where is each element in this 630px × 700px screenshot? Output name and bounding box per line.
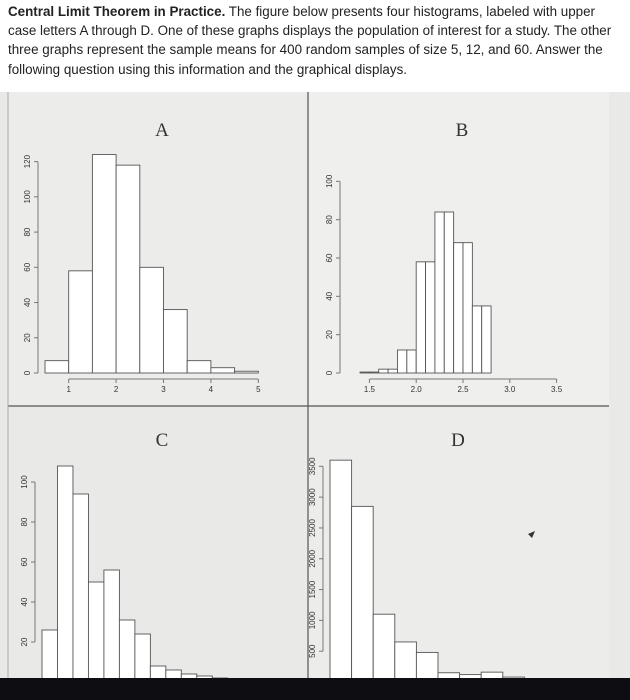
panel-d-y-tick-label: 2500: [308, 519, 317, 537]
histogram-a-bar: [211, 368, 235, 373]
question-body: The figure below presents four histograms, labeled with upper case letters A through D. One of these graphs displays the population of interest for a study. The other three graphs represent the sample means for 400 random samples of size 5, 12, and 60. Answer the following question using this information and the graphical displays.: [8, 4, 612, 77]
panel-b-y-tick-label: 0: [325, 370, 334, 376]
panel-c-y-tick-label: 40: [20, 597, 29, 607]
panel-a-title: A: [155, 120, 169, 141]
histogram-b-bar: [482, 306, 491, 373]
histogram-c-bar: [104, 570, 119, 682]
histogram-b-bar: [444, 212, 453, 373]
panel-b-x-tick-label: 3.5: [551, 385, 563, 394]
panel-a-y-tick-label: 80: [23, 227, 32, 237]
histogram-a-bar: [45, 361, 69, 373]
panel-b-y-tick-label: 100: [325, 174, 334, 189]
histogram-c-bar: [119, 620, 134, 682]
histogram-b-bar: [379, 369, 388, 373]
histogram-c-bar: [73, 494, 88, 682]
panel-d-y-tick-label: 3500: [308, 457, 317, 476]
panel-b-x-tick-label: 3.0: [504, 385, 516, 394]
panel-a-y-tick-label: 100: [23, 190, 32, 204]
panel-c-y-tick-label: 100: [20, 475, 29, 489]
histogram-b-bar: [360, 372, 369, 373]
histogram-c-bar: [42, 630, 57, 682]
panel-c-y-tick-label: 80: [20, 517, 29, 527]
histogram-b-bar: [472, 306, 481, 373]
panel-b-x-tick-label: 1.5: [363, 385, 375, 394]
histogram-a-bar: [116, 165, 140, 373]
panel-b-y-tick-label: 20: [325, 330, 334, 340]
panel-d-y-tick-label: 2000: [308, 549, 317, 568]
histogram-b-bar: [454, 243, 463, 373]
histogram-figure: [0, 92, 630, 700]
panel-a-x-tick-label: 1: [66, 385, 71, 394]
panel-c-y-tick-label: 60: [20, 557, 29, 567]
panel-a-x-tick-label: 4: [208, 385, 214, 394]
panel-a-y-tick-label: 120: [23, 154, 32, 169]
bottom-bar: [0, 678, 630, 700]
panel-b-x-tick-label: 2.0: [410, 385, 422, 394]
panel-a-y-tick-label: 20: [23, 333, 32, 343]
histogram-b-bar: [369, 372, 378, 373]
histogram-c-bar: [135, 634, 150, 682]
histogram-a-bar: [235, 371, 259, 373]
histogram-b-bar: [388, 369, 397, 373]
histogram-b-bar: [426, 262, 435, 373]
panel-b-title: B: [455, 120, 469, 141]
panel-b-y-tick-label: 60: [325, 253, 334, 263]
histogram-d-bar: [395, 642, 417, 682]
panel-a-y-tick-label: 40: [23, 298, 32, 307]
panel-a-x-tick-label: 3: [161, 385, 166, 394]
histogram-a-bar: [140, 267, 164, 373]
panel-a-y-tick-label: 0: [23, 370, 32, 376]
panel-c-y-tick-label: 20: [20, 637, 29, 647]
question-text: [8, 2, 620, 79]
panel-a-x-tick-label: 5: [256, 385, 261, 394]
histogram-a-bar: [69, 271, 93, 373]
histogram-svg: [0, 92, 630, 700]
panel-d-title: D: [451, 430, 465, 451]
histogram-d-bar: [373, 614, 395, 682]
histogram-c-bar: [88, 582, 103, 682]
histogram-d-bar: [330, 460, 352, 682]
panel-d-y-tick-label: 500: [308, 644, 317, 658]
histogram-a-bar: [92, 155, 116, 373]
histogram-d-bar: [352, 506, 374, 682]
histogram-b-bar: [463, 243, 472, 373]
histogram-b-bar: [416, 262, 425, 373]
panel-d-y-tick-label: 1000: [308, 611, 317, 630]
histogram-a-bar: [187, 361, 211, 373]
histogram-a-bar: [164, 310, 188, 373]
panel-b-y-tick-label: 40: [325, 291, 334, 301]
histogram-c-bar: [57, 466, 72, 682]
panel-d-y-tick-label: 1500: [308, 580, 317, 599]
histogram-b-bar: [407, 350, 416, 373]
panel-a-y-tick-label: 60: [23, 262, 32, 272]
histogram-b-bar: [435, 212, 444, 373]
panel-a-x-tick-label: 2: [113, 385, 119, 394]
panel-b-x-tick-label: 2.5: [457, 385, 469, 394]
question-heading: Central Limit Theorem in Practice.: [8, 4, 226, 19]
panel-c-title: C: [155, 430, 169, 451]
histogram-b-bar: [397, 350, 406, 373]
panel-d-y-tick-label: 3000: [308, 488, 317, 507]
panel-b-y-tick-label: 80: [325, 215, 334, 225]
